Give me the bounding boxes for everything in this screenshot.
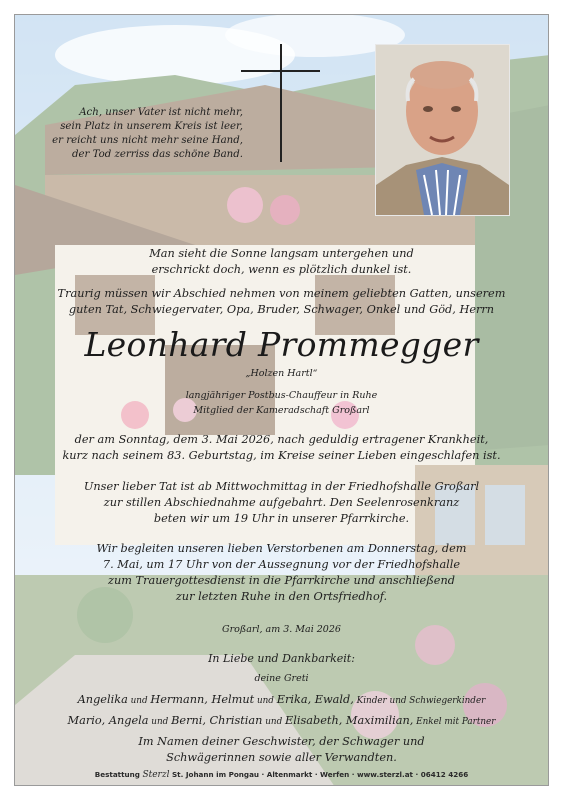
family-names: Elisabeth, Maximilian, xyxy=(285,714,414,727)
poem-line: sein Platz in unserem Kreis ist leer, xyxy=(60,121,243,132)
family-names: Erika, Ewald, xyxy=(276,693,354,706)
footer-details: St. Johann im Pongau · Altenmarkt · Werfen · www.sterzl.at · 06412 4266 xyxy=(171,770,469,779)
deceased-name: Leonhard Prommegger xyxy=(84,325,479,364)
funeral-line: Wir begleiten unseren lieben Verstorbenen am Donnerstag, dem xyxy=(96,542,467,555)
poem-line: er reicht uns nicht mehr seine Hand, xyxy=(52,135,243,146)
intro-line: erschrickt doch, wenn es plötzlich dunkel ist. xyxy=(151,262,412,276)
relatives-line: Schwägerinnen sowie aller Verwandten. xyxy=(166,750,397,764)
portrait-photo xyxy=(375,44,510,216)
family-connector: und xyxy=(127,696,151,706)
family-names: Angelika xyxy=(77,693,128,706)
cross-symbol xyxy=(280,44,282,162)
subtitle-line: Mitglied der Kameradschaft Großarl xyxy=(193,405,370,416)
funeral-home-footer xyxy=(14,770,549,780)
intro-text xyxy=(14,246,549,277)
death-line: der am Sonntag, dem 3. Mai 2026, nach geduldig ertragener Krankheit, xyxy=(74,433,489,446)
announcement-line: guten Tat, Schwiegervater, Opa, Bruder, Schwager, Onkel und Göd, Herrn xyxy=(68,302,495,316)
cross-bar xyxy=(241,70,320,72)
funeral-line: 7. Mai, um 17 Uhr von der Aussegnung vor der Friedhofshalle xyxy=(102,558,461,571)
intro-line: Man sieht die Sonne langsam untergehen und xyxy=(149,247,414,260)
viewing-line: zur stillen Abschiednahme aufgebahrt. Den Seelenrosenkranz xyxy=(103,496,460,509)
poem-line: der Tod zerriss das schöne Band. xyxy=(71,149,243,160)
family-role: Kinder und Schwiegerkinder xyxy=(353,696,486,706)
subtitle xyxy=(14,388,549,418)
poem xyxy=(28,106,243,162)
death-line: kurz nach seinem 83. Geburtstag, im Kreise seiner Lieben eingeschlafen ist. xyxy=(62,448,501,462)
relatives-text xyxy=(14,734,549,765)
family-role: Enkel mit Partner xyxy=(413,717,496,727)
funeral-line: zur letzten Ruhe in den Ortsfriedhof. xyxy=(175,590,388,603)
children-line xyxy=(14,693,549,706)
nickname: „Holzen Hartl“ xyxy=(245,368,318,379)
poem-line: Ach, unser Vater ist nicht mehr, xyxy=(79,107,243,118)
family-names: Berni, Christian xyxy=(171,714,263,727)
grandchildren-line xyxy=(14,714,549,727)
viewing-line: beten wir um 19 Uhr in unserer Pfarrkirche. xyxy=(153,512,410,525)
funeral-info xyxy=(14,541,549,605)
death-notice xyxy=(14,432,549,463)
announcement-line: Traurig müssen wir Abschied nehmen von meinem geliebten Gatten, unserem xyxy=(57,287,506,300)
family-names: Hermann, Helmut xyxy=(150,693,255,706)
funeral-home-logo: Sterzl xyxy=(142,770,170,780)
announcement-text xyxy=(14,286,549,317)
family-connector: und xyxy=(262,717,285,727)
family-connector: und xyxy=(254,696,277,706)
viewing-line: Unser lieber Tat ist ab Mittwochmittag in der Friedhofshalle Großarl xyxy=(83,480,480,493)
subtitle-line: langjähriger Postbus-Chauffeur in Ruhe xyxy=(185,390,378,401)
family-names: Mario, Angela xyxy=(67,714,149,727)
closing-line: In Liebe und Dankbarkeit: xyxy=(208,652,355,665)
family-connector: und xyxy=(148,717,172,727)
funeral-line: zum Trauergottesdienst in die Pfarrkirche und anschließend xyxy=(108,574,455,587)
viewing-info xyxy=(14,479,549,527)
place-date: Großarl, am 3. Mai 2026 xyxy=(222,624,341,635)
wife-line: deine Greti xyxy=(254,673,309,684)
relatives-line: Im Namen deiner Geschwister, der Schwager und xyxy=(138,735,425,748)
footer-prefix: Bestattung xyxy=(94,770,140,779)
